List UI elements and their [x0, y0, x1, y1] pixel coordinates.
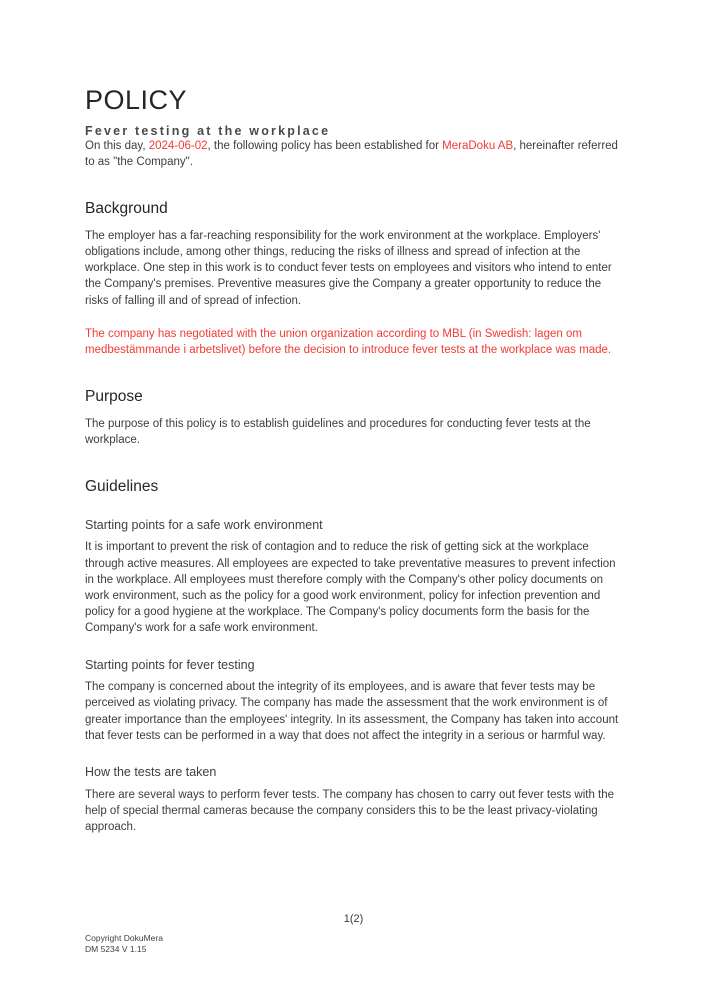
- purpose-heading: Purpose: [85, 388, 143, 406]
- background-paragraph: The employer has a far-reaching responsibility for the work environment at the workplace. Employers' obligations include, among other things, reducing the risks of illness and spread of infection at the workplace. One step in this work is to conduct fever tests on employees and visitors who intend to enter the Company's premises. Preventive measures give the Company a greater opportunity to reduce the risks of falling ill and of spread of infection.: [85, 229, 612, 307]
- intro-text-part3: , hereinafter referred to as "the Company".: [85, 139, 618, 168]
- document-version: DM 5234 V 1.15: [85, 944, 147, 955]
- page-number: 1(2): [343, 913, 364, 925]
- footer-copyright: [85, 933, 163, 955]
- section-background: [85, 200, 623, 358]
- purpose-paragraph: The purpose of this policy is to establish guidelines and procedures for conducting fever tests at the workplace.: [85, 417, 591, 446]
- subsection-paragraph: There are several ways to perform fever tests. The company has chosen to carry out fever tests with the help of special thermal cameras because the company considers this to be the least privacy-violating approach.: [85, 788, 615, 834]
- intro-paragraph: [85, 138, 623, 170]
- section-guidelines: [85, 478, 623, 835]
- subsection-paragraph: The company is concerned about the integrity of its employees, and is aware that fever tests may be perceived as violating privacy. The company has made the assessment that the work environment is of greater importance than the employees' integrity. In its assessment, the Company has taken into account that fever tests can be performed in a way that does not affect the integrity in a serious or harmful way.: [85, 681, 619, 742]
- subsection-title: Starting points for a safe work environment: [85, 517, 323, 532]
- document-title: POLICY: [85, 85, 188, 115]
- guidelines-subsection-fever-testing: [85, 658, 623, 744]
- intro-date: 2024-06-02: [148, 139, 208, 152]
- copyright-line: Copyright DokuMera: [85, 933, 163, 943]
- section-purpose: [85, 388, 623, 448]
- subsection-title: Starting points for fever testing: [85, 657, 255, 672]
- intro-company-name: MeraDoku AB: [442, 139, 514, 152]
- subsection-paragraph: It is important to prevent the risk of contagion and to reduce the risk of getting sick at the workplace through active measures. All employees are expected to take preventative measures to prevent infection in the workplace. All employees must therefore comply with the Company's other policy documents on work environment, such as the policy for a good work environment, policy for infection prevention and policy for a good hygiene at the workplace. The Company's policy documents form the basis for the Company's work for a safe work environment.: [85, 541, 616, 635]
- background-red-note: The company has negotiated with the union organization according to MBL (in Swedish: lagen om medbestämmande i arbetslivet) before the decision to introduce fever tests at the workplace was made.: [85, 327, 612, 356]
- intro-text-part1: On this day,: [85, 139, 149, 152]
- guidelines-subsection-how-tests-taken: [85, 765, 623, 835]
- guidelines-heading: Guidelines: [85, 478, 159, 496]
- background-heading: Background: [85, 200, 168, 218]
- intro-text-part2: , the following policy has been established for: [207, 139, 443, 152]
- guidelines-subsection-safe-work-environment: [85, 518, 623, 637]
- subsection-title: How the tests are taken: [85, 764, 217, 779]
- document-content: [85, 0, 623, 845]
- document-subtitle: Fever testing at the workplace: [85, 123, 331, 138]
